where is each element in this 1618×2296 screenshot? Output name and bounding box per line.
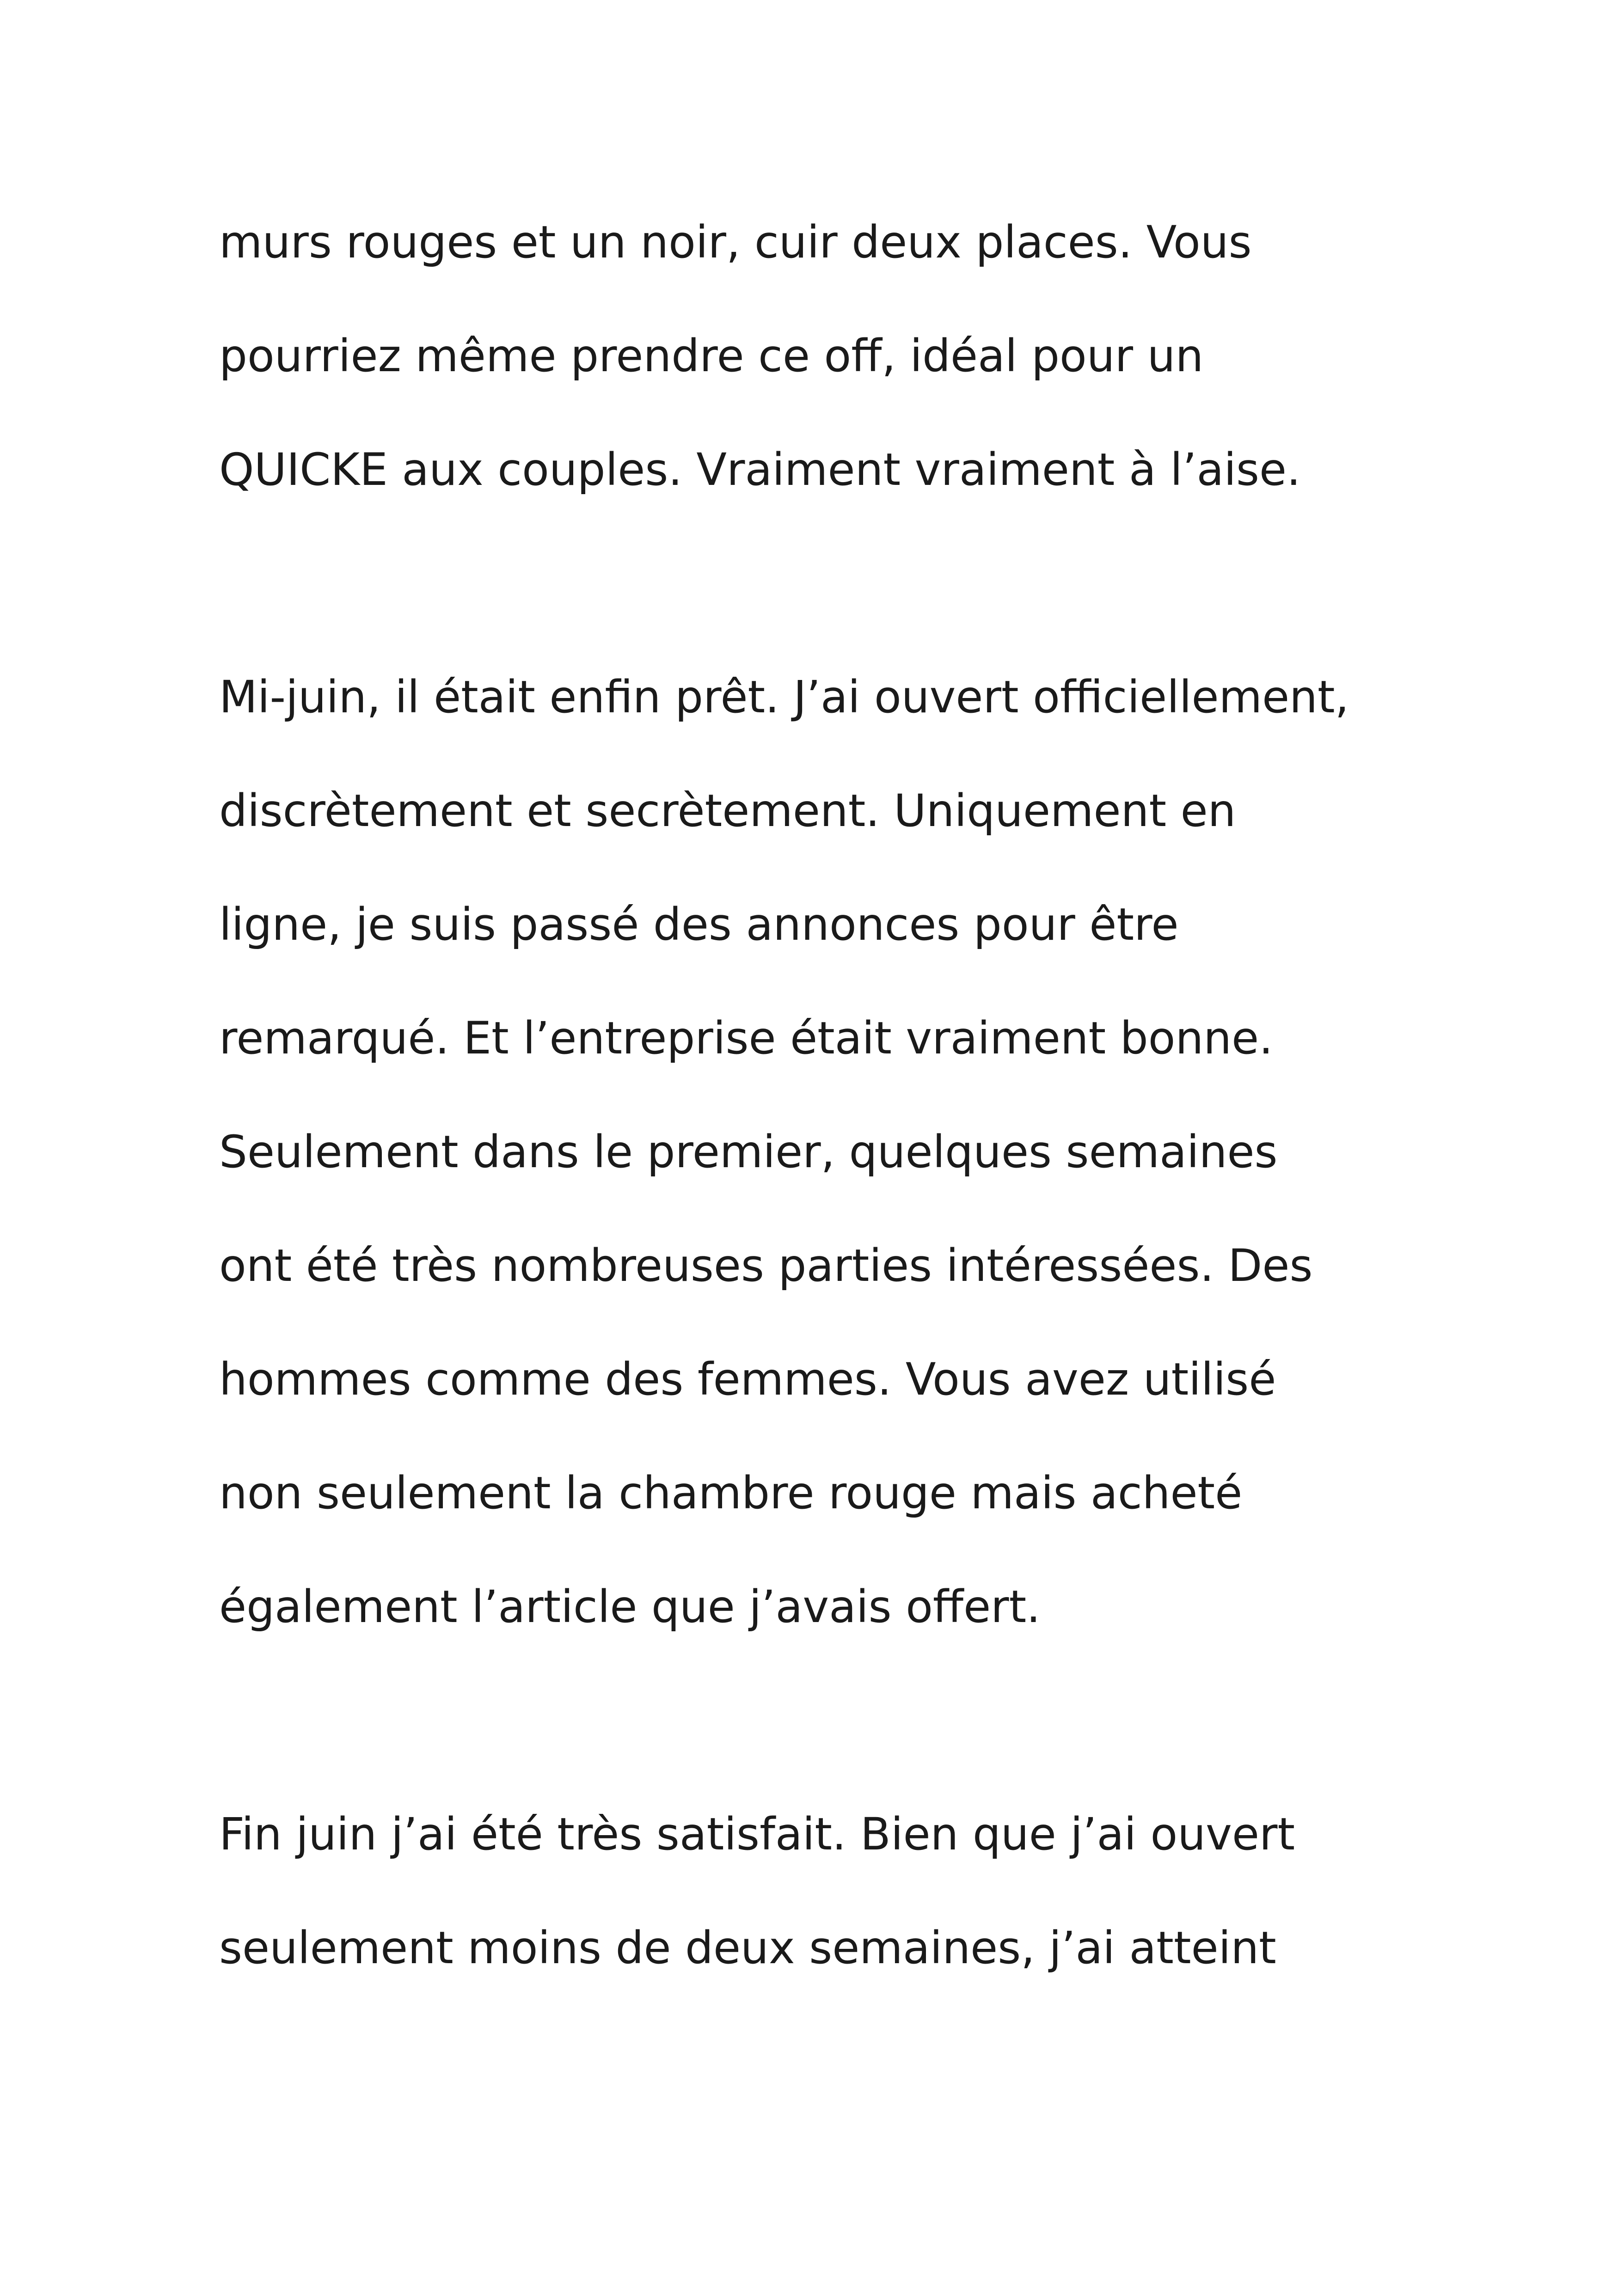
text-line: Mi-juin, il était enfin prêt. J’ai ouvert officiellement, bbox=[219, 671, 1349, 723]
text-line: Seulement dans le premier, quelques semaines bbox=[219, 1126, 1278, 1178]
text-line: murs rouges et un noir, cuir deux places. Vous bbox=[219, 216, 1252, 268]
text-line: pourriez même prendre ce off, idéal pour un bbox=[219, 330, 1204, 382]
text-line: QUICKE aux couples. Vraiment vraiment à l’aise. bbox=[219, 444, 1301, 496]
text-line: ligne, je suis passé des annonces pour être bbox=[219, 899, 1179, 950]
text-line: remarqué. Et l’entreprise était vraiment bonne. bbox=[219, 1012, 1273, 1064]
text-line: hommes comme des femmes. Vous avez utilisé bbox=[219, 1353, 1276, 1405]
text-line: ont été très nombreuses parties intéressées. Des bbox=[219, 1240, 1313, 1292]
text-line: non seulement la chambre rouge mais acheté bbox=[219, 1467, 1243, 1519]
text-line: discrètement et secrètement. Uniquement en bbox=[219, 785, 1236, 837]
text-line: seulement moins de deux semaines, j’ai atteint bbox=[219, 1922, 1276, 1974]
text-line: également l’article que j’avais offert. bbox=[219, 1581, 1041, 1633]
text-line: Fin juin j’ai été très satisfait. Bien que j’ai ouvert bbox=[219, 1808, 1295, 1860]
